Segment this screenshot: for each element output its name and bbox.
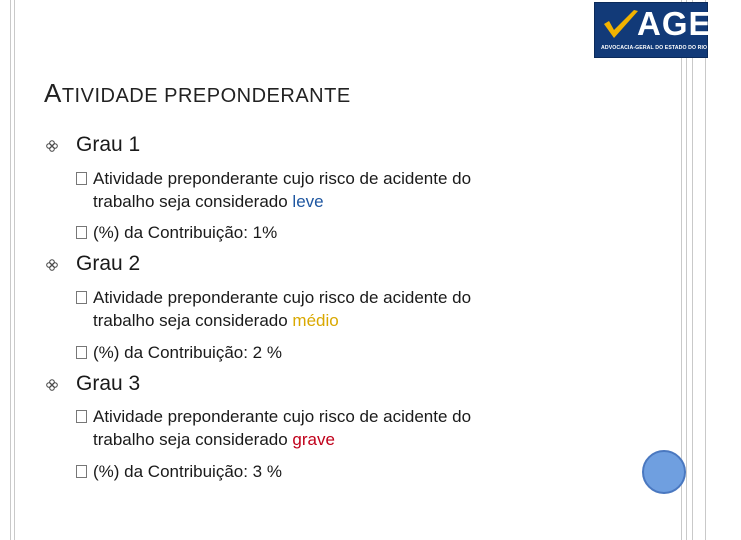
box-bullet-icon bbox=[76, 410, 87, 423]
logo-subtitle: ADVOCACIA-GERAL DO ESTADO DO RIO DE JANEIRO bbox=[601, 45, 741, 51]
contribution-text: (%) da Contribuição: 3 % bbox=[93, 462, 282, 481]
box-bullet-icon bbox=[76, 291, 87, 304]
risk-level-medio: médio bbox=[292, 311, 339, 330]
risk-description bbox=[76, 167, 636, 213]
flower-bullet-icon bbox=[46, 379, 58, 391]
box-bullet-icon bbox=[76, 226, 87, 239]
risk-text-2: trabalho seja considerado bbox=[93, 311, 288, 330]
risk-text-2: trabalho seja considerado bbox=[93, 430, 288, 449]
risk-text: Atividade preponderante cujo risco de acidente do bbox=[93, 288, 472, 307]
risk-level-leve: leve bbox=[292, 192, 324, 211]
box-bullet-icon bbox=[76, 465, 87, 478]
risk-text: Atividade preponderante cujo risco de acidente do bbox=[93, 169, 472, 188]
decor-line bbox=[686, 0, 687, 540]
section-heading-grau-3 bbox=[46, 372, 140, 396]
section-heading-grau-2 bbox=[46, 252, 140, 276]
page-title bbox=[44, 78, 351, 109]
contribution-text: (%) da Contribuição: 2 % bbox=[93, 343, 282, 362]
blue-circle-icon bbox=[642, 450, 686, 494]
decor-line bbox=[692, 0, 693, 540]
box-bullet-icon bbox=[76, 172, 87, 185]
checkmark-icon bbox=[601, 8, 641, 42]
risk-text-2: trabalho seja considerado bbox=[93, 192, 288, 211]
section-heading: Grau 3 bbox=[76, 372, 141, 395]
contribution-line bbox=[76, 341, 636, 364]
section-heading: Grau 1 bbox=[76, 133, 141, 156]
title-initial: A bbox=[44, 78, 62, 108]
decor-line bbox=[10, 0, 11, 540]
section-heading-grau-1 bbox=[46, 133, 140, 157]
contribution-text: (%) da Contribuição: 1% bbox=[93, 223, 278, 242]
decor-line bbox=[705, 0, 706, 540]
contribution-line bbox=[76, 221, 636, 244]
section-heading: Grau 2 bbox=[76, 252, 141, 275]
logo-brand: AGE bbox=[637, 5, 712, 42]
risk-description bbox=[76, 405, 636, 451]
box-bullet-icon bbox=[76, 346, 87, 359]
decor-line bbox=[14, 0, 15, 540]
age-logo bbox=[594, 2, 741, 58]
flower-bullet-icon bbox=[46, 259, 58, 271]
risk-level-grave: grave bbox=[292, 430, 335, 449]
risk-text: Atividade preponderante cujo risco de acidente do bbox=[93, 407, 472, 426]
risk-description bbox=[76, 286, 636, 332]
flower-bullet-icon bbox=[46, 140, 58, 152]
contribution-line bbox=[76, 460, 636, 483]
title-rest: TIVIDADE PREPONDERANTE bbox=[61, 85, 351, 107]
